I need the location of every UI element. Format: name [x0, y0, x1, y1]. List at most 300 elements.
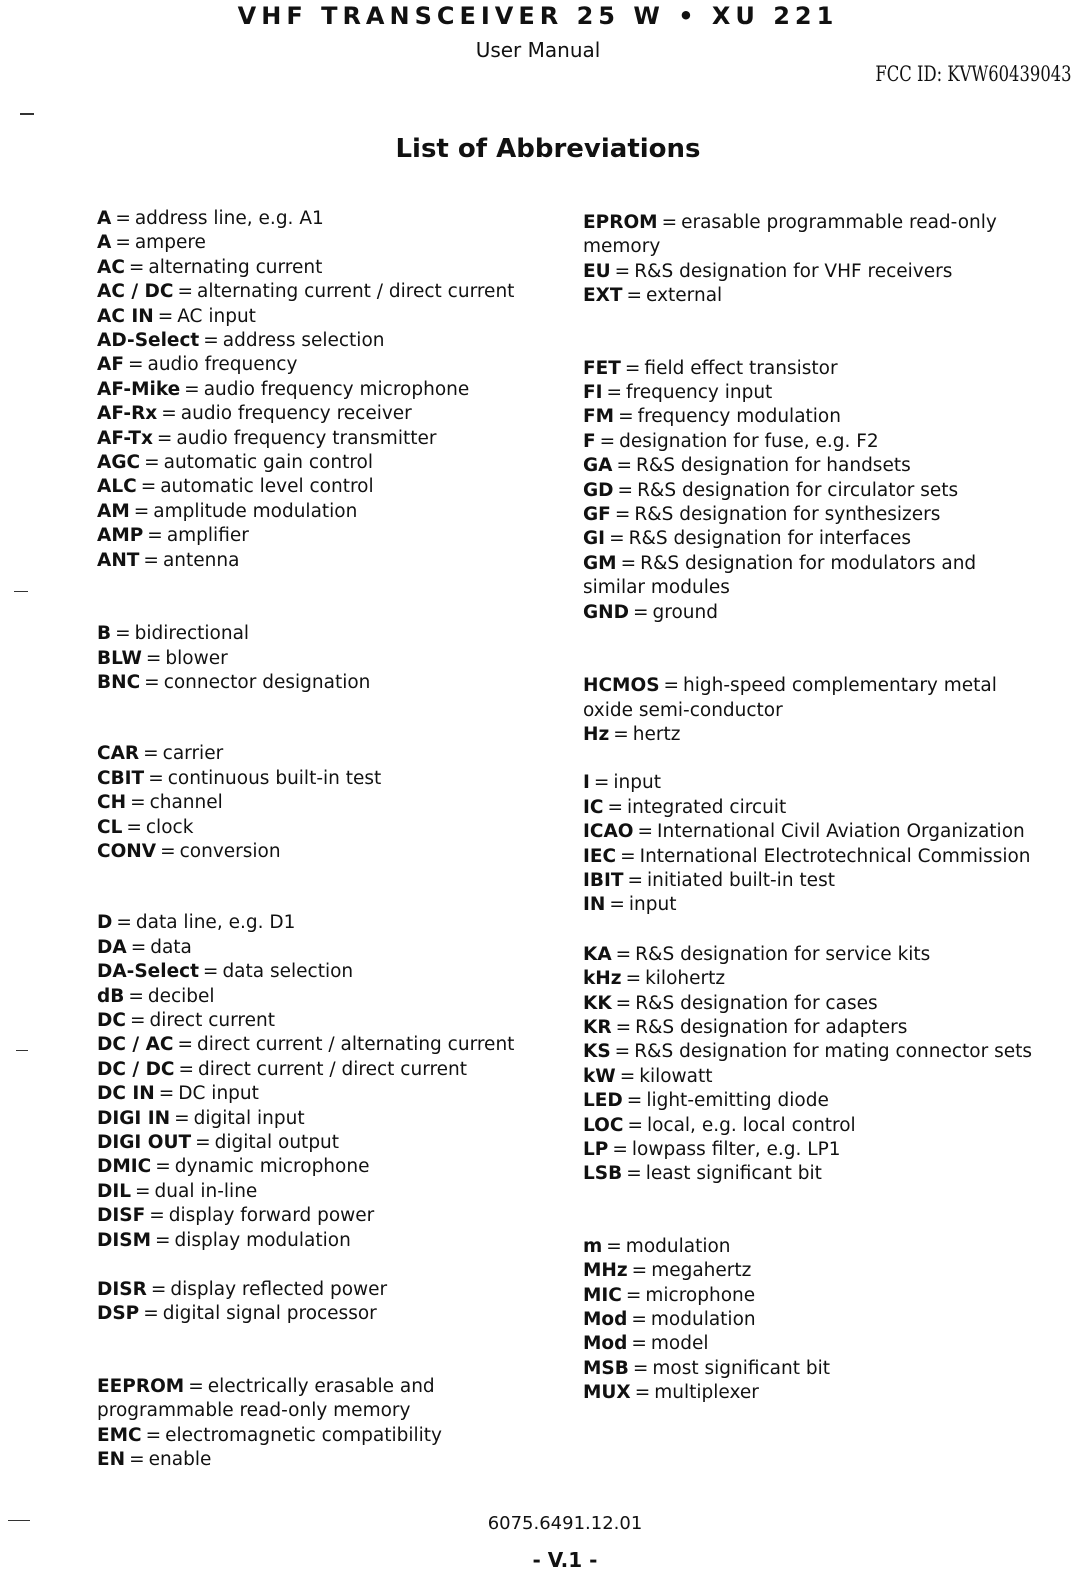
- abbreviation-entry: [583, 943, 1043, 967]
- equals-sign: =: [178, 1058, 195, 1080]
- abbreviation-definition: conversion: [179, 840, 281, 862]
- abbreviation-definition: kilowatt: [639, 1065, 713, 1087]
- equals-sign: =: [203, 330, 219, 352]
- abbreviation-entry: [583, 1162, 1043, 1186]
- equals-sign: =: [620, 552, 637, 574]
- abbreviation-term: EU: [583, 260, 611, 282]
- equals-sign: =: [115, 232, 131, 254]
- equals-sign: =: [612, 1139, 628, 1160]
- equals-sign: =: [606, 382, 623, 404]
- abbreviation-term: GA: [583, 455, 613, 477]
- abbreviation-entry: [583, 796, 1043, 820]
- abbreviation-term: ANT: [97, 549, 140, 571]
- abbreviation-definition: DC input: [178, 1083, 259, 1105]
- equals-sign: =: [130, 792, 146, 814]
- equals-sign: =: [129, 1009, 146, 1031]
- equals-sign: =: [617, 479, 634, 501]
- equals-sign: =: [115, 623, 131, 645]
- abbreviation-definition: light-emitting diode: [646, 1090, 829, 1112]
- abbreviation-term: DIGI IN: [97, 1107, 171, 1129]
- abbreviation-term: GF: [583, 504, 611, 526]
- equals-sign: =: [614, 504, 631, 526]
- abbreviation-term: GND: [583, 601, 630, 623]
- abbreviation-definition: frequency input: [626, 382, 773, 404]
- abbreviation-definition: frequency modulation: [637, 406, 841, 428]
- abbreviation-definition: dual in-line: [154, 1180, 258, 1202]
- abbreviation-term: KA: [583, 943, 612, 965]
- abbreviation-term: DISR: [97, 1279, 147, 1301]
- abbreviation-entry: [583, 1138, 1043, 1162]
- abbreviation-definition: clock: [145, 816, 194, 838]
- abbreviation-entry: [97, 840, 567, 864]
- abbreviation-group: [583, 943, 1043, 1187]
- abbreviation-definition: direct current / alternating current: [196, 1034, 515, 1056]
- abbreviation-entry: [97, 960, 567, 984]
- equals-sign: =: [615, 943, 632, 965]
- abbreviation-term: GD: [583, 479, 614, 501]
- abbreviation-term: GM: [583, 552, 617, 574]
- abbreviation-entry: [583, 1332, 1043, 1356]
- abbreviation-definition: direct current: [149, 1009, 275, 1031]
- equals-sign: =: [619, 1065, 636, 1087]
- abbreviation-entry: [583, 1114, 1043, 1138]
- abbreviation-entry: [583, 1259, 1043, 1283]
- abbreviation-entry: [583, 211, 1043, 260]
- abbreviation-definition: audio frequency receiver: [180, 403, 412, 425]
- abbreviations-left-column: [97, 207, 567, 1472]
- equals-sign: =: [624, 357, 641, 379]
- group-spacer: [97, 1327, 567, 1375]
- abbreviation-group: [583, 1235, 1043, 1406]
- abbreviation-definition: ground: [652, 601, 719, 623]
- abbreviation-entry: [583, 1040, 1043, 1064]
- abbreviation-entry: [97, 378, 567, 402]
- equals-sign: =: [161, 403, 177, 425]
- margin-mark: [20, 113, 34, 115]
- abbreviation-entry: [583, 893, 1043, 917]
- abbreviation-definition: digital signal processor: [162, 1303, 377, 1325]
- abbreviation-term: Mod: [583, 1333, 628, 1355]
- abbreviation-group: [583, 357, 1043, 625]
- abbreviation-entry: [583, 1357, 1043, 1381]
- equals-sign: =: [143, 1303, 159, 1325]
- abbreviation-term: CL: [97, 816, 123, 838]
- abbreviation-term: kW: [583, 1065, 616, 1087]
- group-spacer: [583, 309, 1043, 357]
- group-spacer: [97, 573, 567, 622]
- abbreviation-entry: [583, 992, 1043, 1016]
- equals-sign: =: [613, 723, 629, 745]
- abbreviation-definition: amplitude modulation: [153, 500, 358, 522]
- abbreviation-definition: alternating current: [148, 256, 323, 278]
- abbreviation-entry: [583, 1065, 1043, 1089]
- abbreviation-entry: [97, 1155, 567, 1179]
- abbreviation-definition: R&S designation for adapters: [635, 1016, 908, 1038]
- abbreviation-term: A: [97, 232, 112, 254]
- equals-sign: =: [593, 772, 610, 794]
- equals-sign: =: [145, 1424, 162, 1446]
- abbreviation-term: DIL: [97, 1180, 132, 1202]
- abbreviation-entry: [97, 1448, 567, 1472]
- abbreviation-definition: bidirectional: [134, 623, 250, 645]
- abbreviation-entry: [97, 280, 567, 304]
- equals-sign: =: [155, 1156, 171, 1178]
- equals-sign: =: [195, 1132, 211, 1153]
- abbreviation-entry: [583, 1016, 1043, 1040]
- equals-sign: =: [202, 961, 219, 983]
- abbreviation-term: AC IN: [97, 305, 154, 327]
- abbreviation-term: CAR: [97, 743, 140, 765]
- abbreviation-entry: [583, 260, 1043, 284]
- abbreviation-term: LSB: [583, 1163, 623, 1185]
- equals-sign: =: [609, 528, 625, 550]
- document-number: 6075.6491.12.01: [487, 1513, 643, 1534]
- equals-sign: =: [177, 1034, 193, 1056]
- abbreviation-definition: address selection: [222, 330, 385, 352]
- abbreviation-term: BLW: [97, 647, 142, 669]
- equals-sign: =: [620, 845, 636, 867]
- abbreviation-definition: external: [646, 285, 723, 307]
- abbreviation-definition: data selection: [222, 961, 354, 983]
- abbreviation-entry: [583, 381, 1043, 405]
- abbreviation-term: MIC: [583, 1284, 622, 1306]
- abbreviation-definition: connector designation: [163, 671, 371, 693]
- group-spacer: [583, 747, 1043, 771]
- abbreviation-definition: modulation: [650, 1309, 756, 1331]
- abbreviation-definition: audio frequency microphone: [203, 378, 470, 400]
- document-title: VHF TRANSCEIVER 25 W • XU 221: [237, 2, 839, 30]
- equals-sign: =: [129, 1449, 145, 1471]
- abbreviation-entry: [583, 552, 1043, 601]
- abbreviation-term: IC: [583, 796, 604, 818]
- abbreviation-definition: enable: [148, 1449, 212, 1471]
- group-spacer: [583, 918, 1043, 943]
- abbreviation-entry: [583, 967, 1043, 991]
- equals-sign: =: [633, 601, 649, 623]
- abbreviation-definition: R&S designation for VHF receivers: [634, 260, 953, 282]
- abbreviation-definition: audio frequency transmitter: [176, 427, 437, 449]
- equals-sign: =: [615, 992, 632, 1014]
- document-subtitle: User Manual: [475, 38, 601, 62]
- abbreviation-definition: International Civil Aviation Organization: [657, 821, 1025, 843]
- abbreviation-term: CH: [97, 792, 127, 814]
- abbreviation-group: [97, 622, 567, 695]
- equals-sign: =: [128, 985, 144, 1007]
- equals-sign: =: [614, 260, 631, 282]
- abbreviation-term: FI: [583, 382, 603, 404]
- abbreviation-entry: [97, 1107, 567, 1131]
- equals-sign: =: [144, 671, 160, 693]
- equals-sign: =: [148, 767, 164, 789]
- equals-sign: =: [627, 1114, 643, 1136]
- abbreviation-term: LED: [583, 1090, 623, 1112]
- abbreviations-right-column: [583, 211, 1043, 1406]
- abbreviation-term: DMIC: [97, 1156, 152, 1178]
- abbreviation-entry: [97, 1131, 567, 1155]
- abbreviation-term: AGC: [97, 452, 141, 474]
- abbreviation-definition: megahertz: [651, 1260, 752, 1282]
- abbreviation-entry: [97, 1058, 567, 1082]
- abbreviation-definition: display reflected power: [170, 1279, 388, 1301]
- abbreviation-group: [97, 911, 567, 1253]
- abbreviation-entry: [97, 816, 567, 840]
- abbreviation-term: IBIT: [583, 869, 624, 891]
- abbreviation-definition: blower: [165, 647, 228, 669]
- abbreviation-entry: [583, 479, 1043, 503]
- abbreviation-entry: [583, 284, 1043, 308]
- abbreviation-term: AF-Mike: [97, 378, 181, 400]
- section-title: List of Abbreviations: [395, 134, 701, 164]
- abbreviation-definition: model: [650, 1333, 709, 1355]
- abbreviation-entry: [583, 503, 1043, 527]
- abbreviation-term: AM: [97, 500, 130, 522]
- abbreviation-entry: [97, 305, 567, 329]
- abbreviation-entry: [97, 1180, 567, 1204]
- group-spacer: [97, 695, 567, 742]
- abbreviation-definition: audio frequency: [147, 354, 298, 376]
- equals-sign: =: [625, 968, 642, 990]
- abbreviation-entry: [583, 1308, 1043, 1332]
- abbreviation-term: EMC: [97, 1424, 142, 1446]
- abbreviation-definition: hertz: [632, 723, 681, 745]
- equals-sign: =: [133, 500, 150, 522]
- abbreviation-definition: continuous built-in test: [167, 767, 382, 789]
- abbreviation-entry: [97, 1302, 567, 1326]
- abbreviation-term: DC: [97, 1009, 126, 1031]
- equals-sign: =: [156, 427, 173, 449]
- abbreviation-term: EPROM: [583, 212, 658, 233]
- abbreviation-entry: [97, 622, 567, 646]
- abbreviation-term: AC: [97, 256, 125, 278]
- equals-sign: =: [625, 1284, 642, 1306]
- equals-sign: =: [128, 256, 145, 278]
- abbreviation-definition: R&S designation for mating connector sets: [634, 1041, 1033, 1063]
- abbreviation-term: DIGI OUT: [97, 1132, 192, 1153]
- group-spacer: [583, 625, 1043, 674]
- abbreviation-definition: AC input: [177, 305, 256, 327]
- abbreviation-entry: [97, 231, 567, 255]
- abbreviation-entry: [583, 869, 1043, 893]
- abbreviation-definition: alternating current / direct current: [196, 281, 515, 303]
- abbreviation-term: AD-Select: [97, 330, 200, 352]
- abbreviation-group: [97, 207, 567, 573]
- equals-sign: =: [147, 525, 163, 547]
- abbreviation-term: dB: [97, 985, 125, 1007]
- abbreviation-term: IEC: [583, 845, 617, 867]
- margin-mark: [14, 591, 28, 592]
- equals-sign: =: [606, 1235, 622, 1257]
- abbreviation-term: HCMOS: [583, 675, 660, 697]
- equals-sign: =: [631, 1260, 648, 1282]
- abbreviation-term: B: [97, 623, 112, 645]
- abbreviation-entry: [583, 845, 1043, 869]
- abbreviation-term: Hz: [583, 723, 610, 745]
- abbreviation-entry: [97, 256, 567, 280]
- abbreviation-entry: [97, 985, 567, 1009]
- abbreviation-term: AF-Tx: [97, 427, 153, 449]
- equals-sign: =: [663, 675, 680, 697]
- abbreviation-definition: data: [150, 936, 192, 958]
- abbreviation-definition: dynamic microphone: [174, 1156, 370, 1178]
- abbreviation-definition: display modulation: [174, 1229, 351, 1251]
- group-spacer: [97, 1253, 567, 1278]
- abbreviation-definition: field effect transistor: [644, 357, 838, 379]
- abbreviation-term: I: [583, 772, 590, 794]
- abbreviation-entry: [583, 1235, 1043, 1259]
- abbreviation-group: [583, 211, 1043, 309]
- abbreviation-entry: [97, 1204, 567, 1228]
- equals-sign: =: [130, 936, 147, 958]
- abbreviation-term: KR: [583, 1016, 612, 1038]
- equals-sign: =: [150, 1279, 167, 1301]
- abbreviation-definition: R&S designation for modulators and similar modules: [583, 552, 977, 599]
- abbreviation-term: CBIT: [97, 767, 145, 789]
- abbreviation-definition: digital output: [214, 1132, 340, 1153]
- abbreviation-term: DISF: [97, 1205, 146, 1227]
- abbreviation-entry: [583, 357, 1043, 381]
- abbreviation-term: DC IN: [97, 1083, 155, 1105]
- abbreviation-entry: [583, 454, 1043, 478]
- page-number: - V.1 -: [532, 1548, 598, 1572]
- abbreviation-definition: lowpass filter, e.g. LP1: [631, 1139, 841, 1160]
- abbreviation-definition: data line, e.g. D1: [135, 912, 296, 934]
- abbreviation-entry: [97, 936, 567, 960]
- abbreviation-term: AF-Rx: [97, 403, 158, 425]
- abbreviation-entry: [97, 451, 567, 475]
- equals-sign: =: [116, 912, 132, 934]
- abbreviation-term: EXT: [583, 285, 623, 307]
- equals-sign: =: [626, 1163, 642, 1185]
- abbreviation-definition: R&S designation for synthesizers: [634, 504, 941, 526]
- equals-sign: =: [618, 406, 634, 428]
- abbreviation-definition: modulation: [625, 1235, 731, 1257]
- abbreviation-definition: designation for fuse, e.g. F2: [619, 430, 879, 452]
- abbreviation-term: GI: [583, 528, 606, 550]
- abbreviation-definition: ampere: [134, 232, 206, 254]
- abbreviation-entry: [583, 674, 1043, 723]
- abbreviation-definition: R&S designation for service kits: [635, 943, 931, 965]
- abbreviation-definition: kilohertz: [645, 968, 726, 990]
- equals-sign: =: [144, 452, 160, 474]
- abbreviation-term: AC / DC: [97, 281, 174, 303]
- abbreviation-definition: R&S designation for cases: [635, 992, 878, 1014]
- abbreviation-definition: automatic gain control: [163, 452, 373, 474]
- equals-sign: =: [599, 430, 616, 452]
- abbreviation-group: [583, 771, 1043, 917]
- equals-sign: =: [149, 1205, 165, 1227]
- abbreviation-term: EEPROM: [97, 1375, 185, 1397]
- equals-sign: =: [157, 305, 174, 327]
- abbreviation-definition: electromagnetic compatibility: [165, 1424, 442, 1446]
- abbreviation-definition: display forward power: [168, 1205, 375, 1227]
- equals-sign: =: [615, 1016, 632, 1038]
- equals-sign: =: [607, 796, 623, 818]
- abbreviation-term: MUX: [583, 1382, 631, 1404]
- abbreviation-entry: [97, 647, 567, 671]
- abbreviation-definition: most significant bit: [652, 1357, 831, 1379]
- abbreviation-definition: microphone: [645, 1284, 756, 1306]
- abbreviation-entry: [583, 723, 1043, 747]
- abbreviation-term: BNC: [97, 671, 141, 693]
- abbreviation-term: kHz: [583, 968, 622, 990]
- abbreviation-term: m: [583, 1235, 603, 1257]
- group-spacer: [97, 864, 567, 911]
- abbreviation-entry: [97, 475, 567, 499]
- abbreviation-term: LP: [583, 1139, 609, 1160]
- abbreviation-entry: [97, 207, 567, 231]
- abbreviation-entry: [97, 353, 567, 377]
- abbreviation-definition: channel: [149, 792, 223, 814]
- equals-sign: =: [143, 743, 159, 765]
- abbreviation-entry: [97, 549, 567, 573]
- abbreviation-definition: carrier: [162, 743, 224, 765]
- abbreviation-group: [97, 742, 567, 864]
- abbreviation-entry: [583, 527, 1043, 551]
- fcc-id: FCC ID: KVW60439043: [875, 62, 1072, 86]
- abbreviation-entry: [97, 1424, 567, 1448]
- abbreviation-entry: [97, 524, 567, 548]
- abbreviation-term: IN: [583, 894, 606, 916]
- abbreviation-definition: decibel: [147, 985, 215, 1007]
- abbreviation-term: ICAO: [583, 821, 634, 843]
- abbreviation-group: [583, 674, 1043, 747]
- abbreviation-definition: integrated circuit: [626, 796, 787, 818]
- abbreviation-term: DC / AC: [97, 1034, 174, 1056]
- abbreviation-term: MHz: [583, 1260, 628, 1282]
- abbreviation-term: A: [97, 208, 112, 229]
- abbreviation-definition: amplifier: [166, 525, 249, 547]
- abbreviation-term: DA-Select: [97, 961, 199, 983]
- equals-sign: =: [160, 840, 176, 862]
- abbreviation-definition: digital input: [193, 1107, 305, 1129]
- abbreviation-entry: [583, 1284, 1043, 1308]
- abbreviation-term: D: [97, 912, 113, 934]
- abbreviation-group: [97, 1375, 567, 1473]
- abbreviation-entry: [583, 1381, 1043, 1405]
- abbreviation-entry: [97, 791, 567, 815]
- abbreviation-definition: electrically erasable and programmable read-only memory: [97, 1375, 435, 1422]
- abbreviation-definition: input: [613, 772, 661, 794]
- abbreviation-entry: [97, 1033, 567, 1057]
- abbreviation-term: FM: [583, 406, 615, 428]
- abbreviation-definition: input: [628, 894, 677, 916]
- abbreviation-group: [97, 1278, 567, 1327]
- abbreviation-definition: direct current / direct current: [198, 1058, 468, 1080]
- abbreviation-definition: local, e.g. local control: [646, 1114, 856, 1136]
- equals-sign: =: [126, 816, 142, 838]
- equals-sign: =: [135, 1180, 151, 1202]
- abbreviation-term: F: [583, 430, 596, 452]
- abbreviation-entry: [97, 911, 567, 935]
- equals-sign: =: [661, 212, 678, 233]
- abbreviation-entry: [583, 405, 1043, 429]
- abbreviation-term: LOC: [583, 1114, 624, 1136]
- abbreviation-entry: [97, 427, 567, 451]
- equals-sign: =: [127, 354, 144, 376]
- abbreviation-term: ALC: [97, 476, 137, 498]
- abbreviation-entry: [97, 329, 567, 353]
- abbreviation-entry: [583, 1089, 1043, 1113]
- equals-sign: =: [188, 1375, 204, 1397]
- abbreviation-entry: [583, 820, 1043, 844]
- abbreviation-term: DA: [97, 936, 127, 958]
- group-spacer: [583, 1187, 1043, 1235]
- abbreviation-entry: [583, 430, 1043, 454]
- abbreviation-term: EN: [97, 1449, 126, 1471]
- abbreviation-entry: [97, 767, 567, 791]
- abbreviation-term: AMP: [97, 525, 144, 547]
- abbreviation-term: DSP: [97, 1303, 140, 1325]
